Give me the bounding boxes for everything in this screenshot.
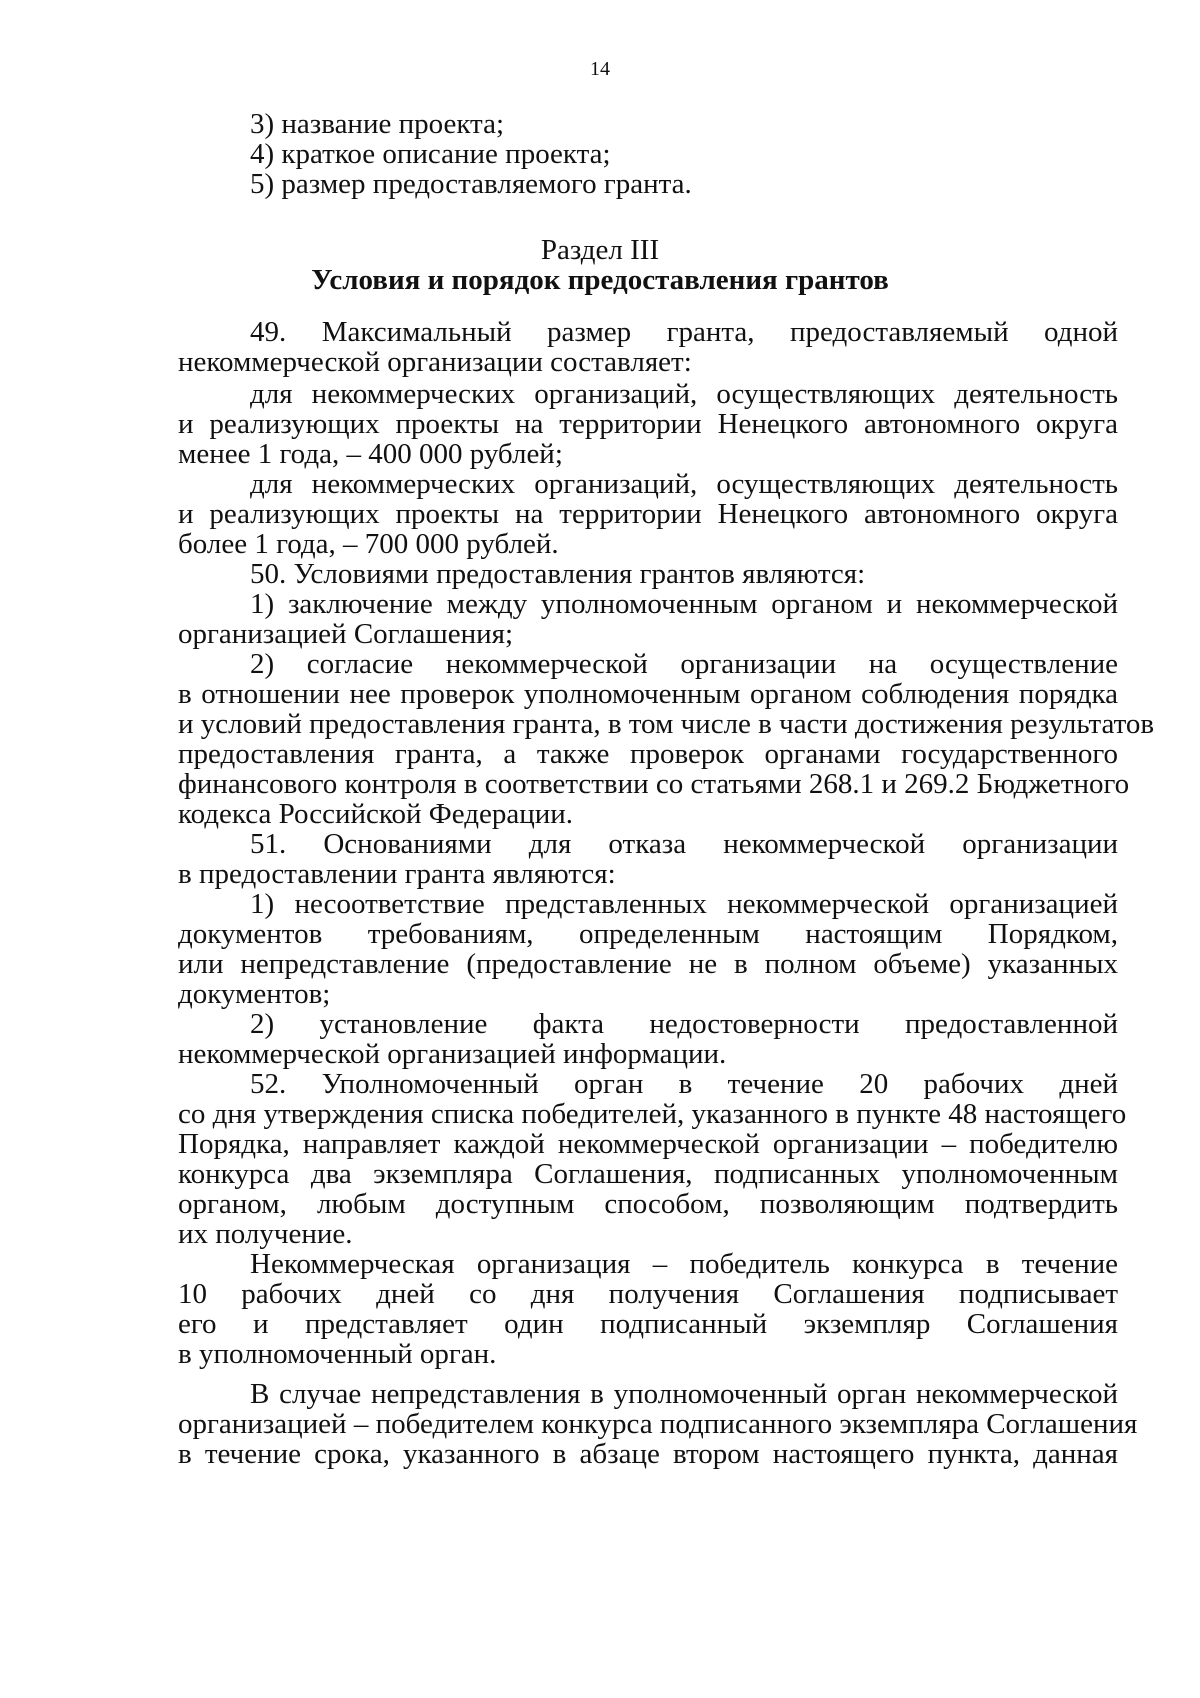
paragraph-line: 52. Уполномоченный орган в течение 20 рабочих дней [250,1068,1118,1100]
paragraph-line: со дня утверждения списка победителей, указанного в пункте 48 настоящего [178,1098,1127,1130]
list-item: 4) краткое описание проекта; [250,138,611,170]
paragraph-line: 1) заключение между уполномоченным органом и некоммерческой [250,588,1118,620]
paragraph-line: в течение срока, указанного в абзаце втором настоящего пункта, данная [178,1438,1118,1470]
list-item: 5) размер предоставляемого гранта. [250,168,692,200]
section-label: Раздел III [540,234,660,266]
paragraph-line: менее 1 года, – 400 000 рублей; [178,438,563,470]
paragraph-line: финансового контроля в соответствии со статьями 268.1 и 269.2 Бюджетного [178,768,1130,800]
paragraph-line: для некоммерческих организаций, осуществляющих деятельность [250,468,1118,500]
paragraph-line: Некоммерческая организация – победитель конкурса в течение [250,1248,1118,1280]
paragraph-line: в отношении нее проверок уполномоченным органом соблюдения порядка [178,678,1118,710]
paragraph-line: 49. Максимальный размер гранта, предоставляемый одной [250,316,1118,348]
page-number: 14 [590,58,610,80]
section-title: Условия и порядок предоставления грантов [311,264,889,296]
paragraph-line: в предоставлении гранта являются: [178,858,616,890]
paragraph-line: предоставления гранта, а также проверок органами государственного [178,738,1118,770]
paragraph-line: документов требованиям, определенным настоящим Порядком, [178,918,1118,950]
paragraph-line: организацией – победителем конкурса подписанного экземпляра Соглашения [178,1408,1138,1440]
paragraph-line: и условий предоставления гранта, в том числе в части достижения результатов [178,708,1155,740]
paragraph-line: 2) согласие некоммерческой организации на осуществление [250,648,1118,680]
paragraph-line: кодекса Российской Федерации. [178,798,573,830]
paragraph-line: его и представляет один подписанный экземпляр Соглашения [178,1308,1118,1340]
paragraph-line: 1) несоответствие представленных некоммерческой организацией [250,888,1118,920]
paragraph-line: 10 рабочих дней со дня получения Соглашения подписывает [178,1278,1118,1310]
paragraph-line: некоммерческой организации составляет: [178,346,692,378]
paragraph-line: конкурса два экземпляра Соглашения, подписанных уполномоченным [178,1158,1118,1190]
paragraph-line: 51. Основаниями для отказа некоммерческой организации [250,828,1118,860]
paragraph-line: В случае непредставления в уполномоченный орган некоммерческой [250,1378,1118,1410]
paragraph-line: Порядка, направляет каждой некоммерческой организации – победителю [178,1128,1118,1160]
paragraph-line: некоммерческой организацией информации. [178,1038,727,1070]
paragraph-line: документов; [178,978,331,1010]
list-item: 3) название проекта; [250,108,505,140]
paragraph-line: их получение. [178,1218,353,1250]
paragraph-line: и реализующих проекты на территории Ненецкого автономного округа [178,408,1118,440]
paragraph-line: организацией Соглашения; [178,618,514,650]
paragraph-line: органом, любым доступным способом, позволяющим подтвердить [178,1188,1118,1220]
paragraph-line: 50. Условиями предоставления грантов являются: [250,558,866,590]
paragraph-line: 2) установление факта недостоверности предоставленной [250,1008,1118,1040]
paragraph-line: и реализующих проекты на территории Ненецкого автономного округа [178,498,1118,530]
paragraph-line: для некоммерческих организаций, осуществляющих деятельность [250,378,1118,410]
paragraph-line: более 1 года, – 700 000 рублей. [178,528,559,560]
paragraph-line: в уполномоченный орган. [178,1338,497,1370]
paragraph-line: или непредставление (предоставление не в полном объеме) указанных [178,948,1118,980]
